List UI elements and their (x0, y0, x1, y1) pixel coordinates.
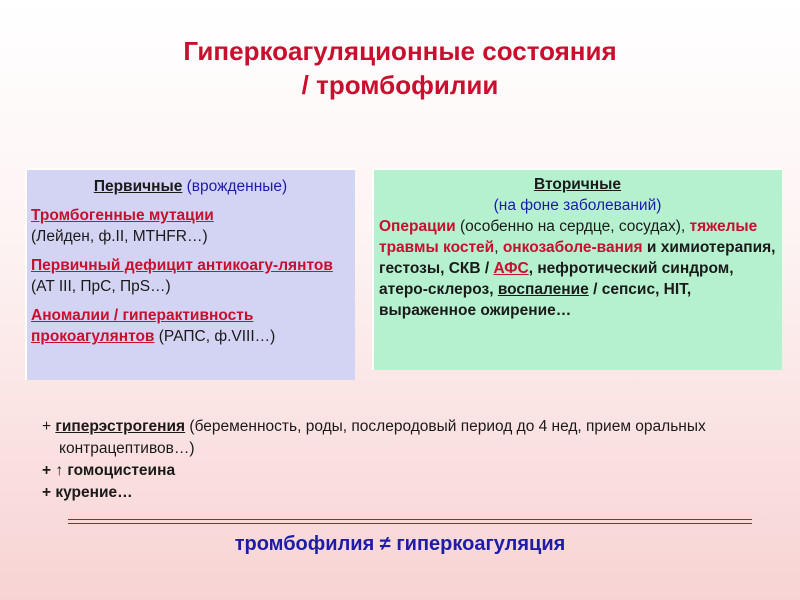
secondary-term-trauma: тяжелые травмы костей (379, 218, 758, 256)
secondary-box (372, 168, 782, 370)
secondary-term-operations: Операции (379, 218, 456, 235)
primary-item-term: Аномалии / гиперактивность прокоагулянтов (31, 307, 254, 345)
secondary-text-part: / сепсис, HIT, выраженное ожирение… (379, 281, 692, 319)
bullet-desc: (беременность, роды, послеродовый период до 4 нед, прием оральных контрацептивов…) (59, 418, 706, 457)
primary-item (31, 255, 350, 297)
primary-heading (31, 176, 350, 197)
list-item: + курение… (42, 484, 133, 501)
secondary-heading (379, 174, 776, 216)
secondary-heading-label: Вторичные (533, 176, 622, 193)
secondary-text-part: (особенно на сердце, сосудах), (455, 218, 690, 235)
primary-box (25, 168, 355, 380)
bullet-term-hyperestrogenia: гиперэстрогения (55, 418, 186, 435)
primary-heading-label: Первичные (93, 178, 183, 195)
secondary-term-afs: АФС (493, 260, 529, 277)
title-line-1: Гиперкоагуляционные состояния (183, 36, 617, 66)
bullet-prefix: + (42, 418, 56, 435)
list-item (42, 416, 772, 460)
primary-item-term: Первичный дефицит антикоагу-лянтов (31, 257, 333, 274)
primary-item-desc: (РАПС, ф.VIII…) (154, 328, 276, 345)
secondary-term-inflammation: воспаление (497, 281, 589, 298)
secondary-text-part: , (494, 239, 503, 256)
primary-item-desc: (AT III, ПрС, ПрS…) (31, 278, 171, 295)
page-title (0, 34, 800, 102)
primary-heading-note: (врожденные) (182, 178, 288, 195)
primary-item (31, 205, 350, 247)
footer-statement: тромбофилия ≠ гиперкоагуляция (234, 533, 566, 555)
primary-item-desc: (Лейден, ф.II, MTHFR…) (31, 228, 208, 245)
primary-item (31, 305, 350, 347)
title-line-2: / тромбофилии (301, 70, 499, 100)
divider (68, 519, 752, 524)
secondary-text (379, 216, 776, 321)
secondary-text-part: и химиотерапия, гестозы, СКВ / (379, 239, 776, 277)
secondary-term-oncology: онкозаболе-вания (502, 239, 643, 256)
secondary-subheading: (на фоне заболеваний) (493, 197, 662, 214)
list-item: + ↑ гомоцистеина (42, 462, 176, 479)
additional-factors-list (42, 416, 772, 504)
primary-item-term: Тромбогенные мутации (31, 207, 214, 224)
secondary-text-part: , нефротический синдром, атеро-склероз, (379, 260, 734, 298)
